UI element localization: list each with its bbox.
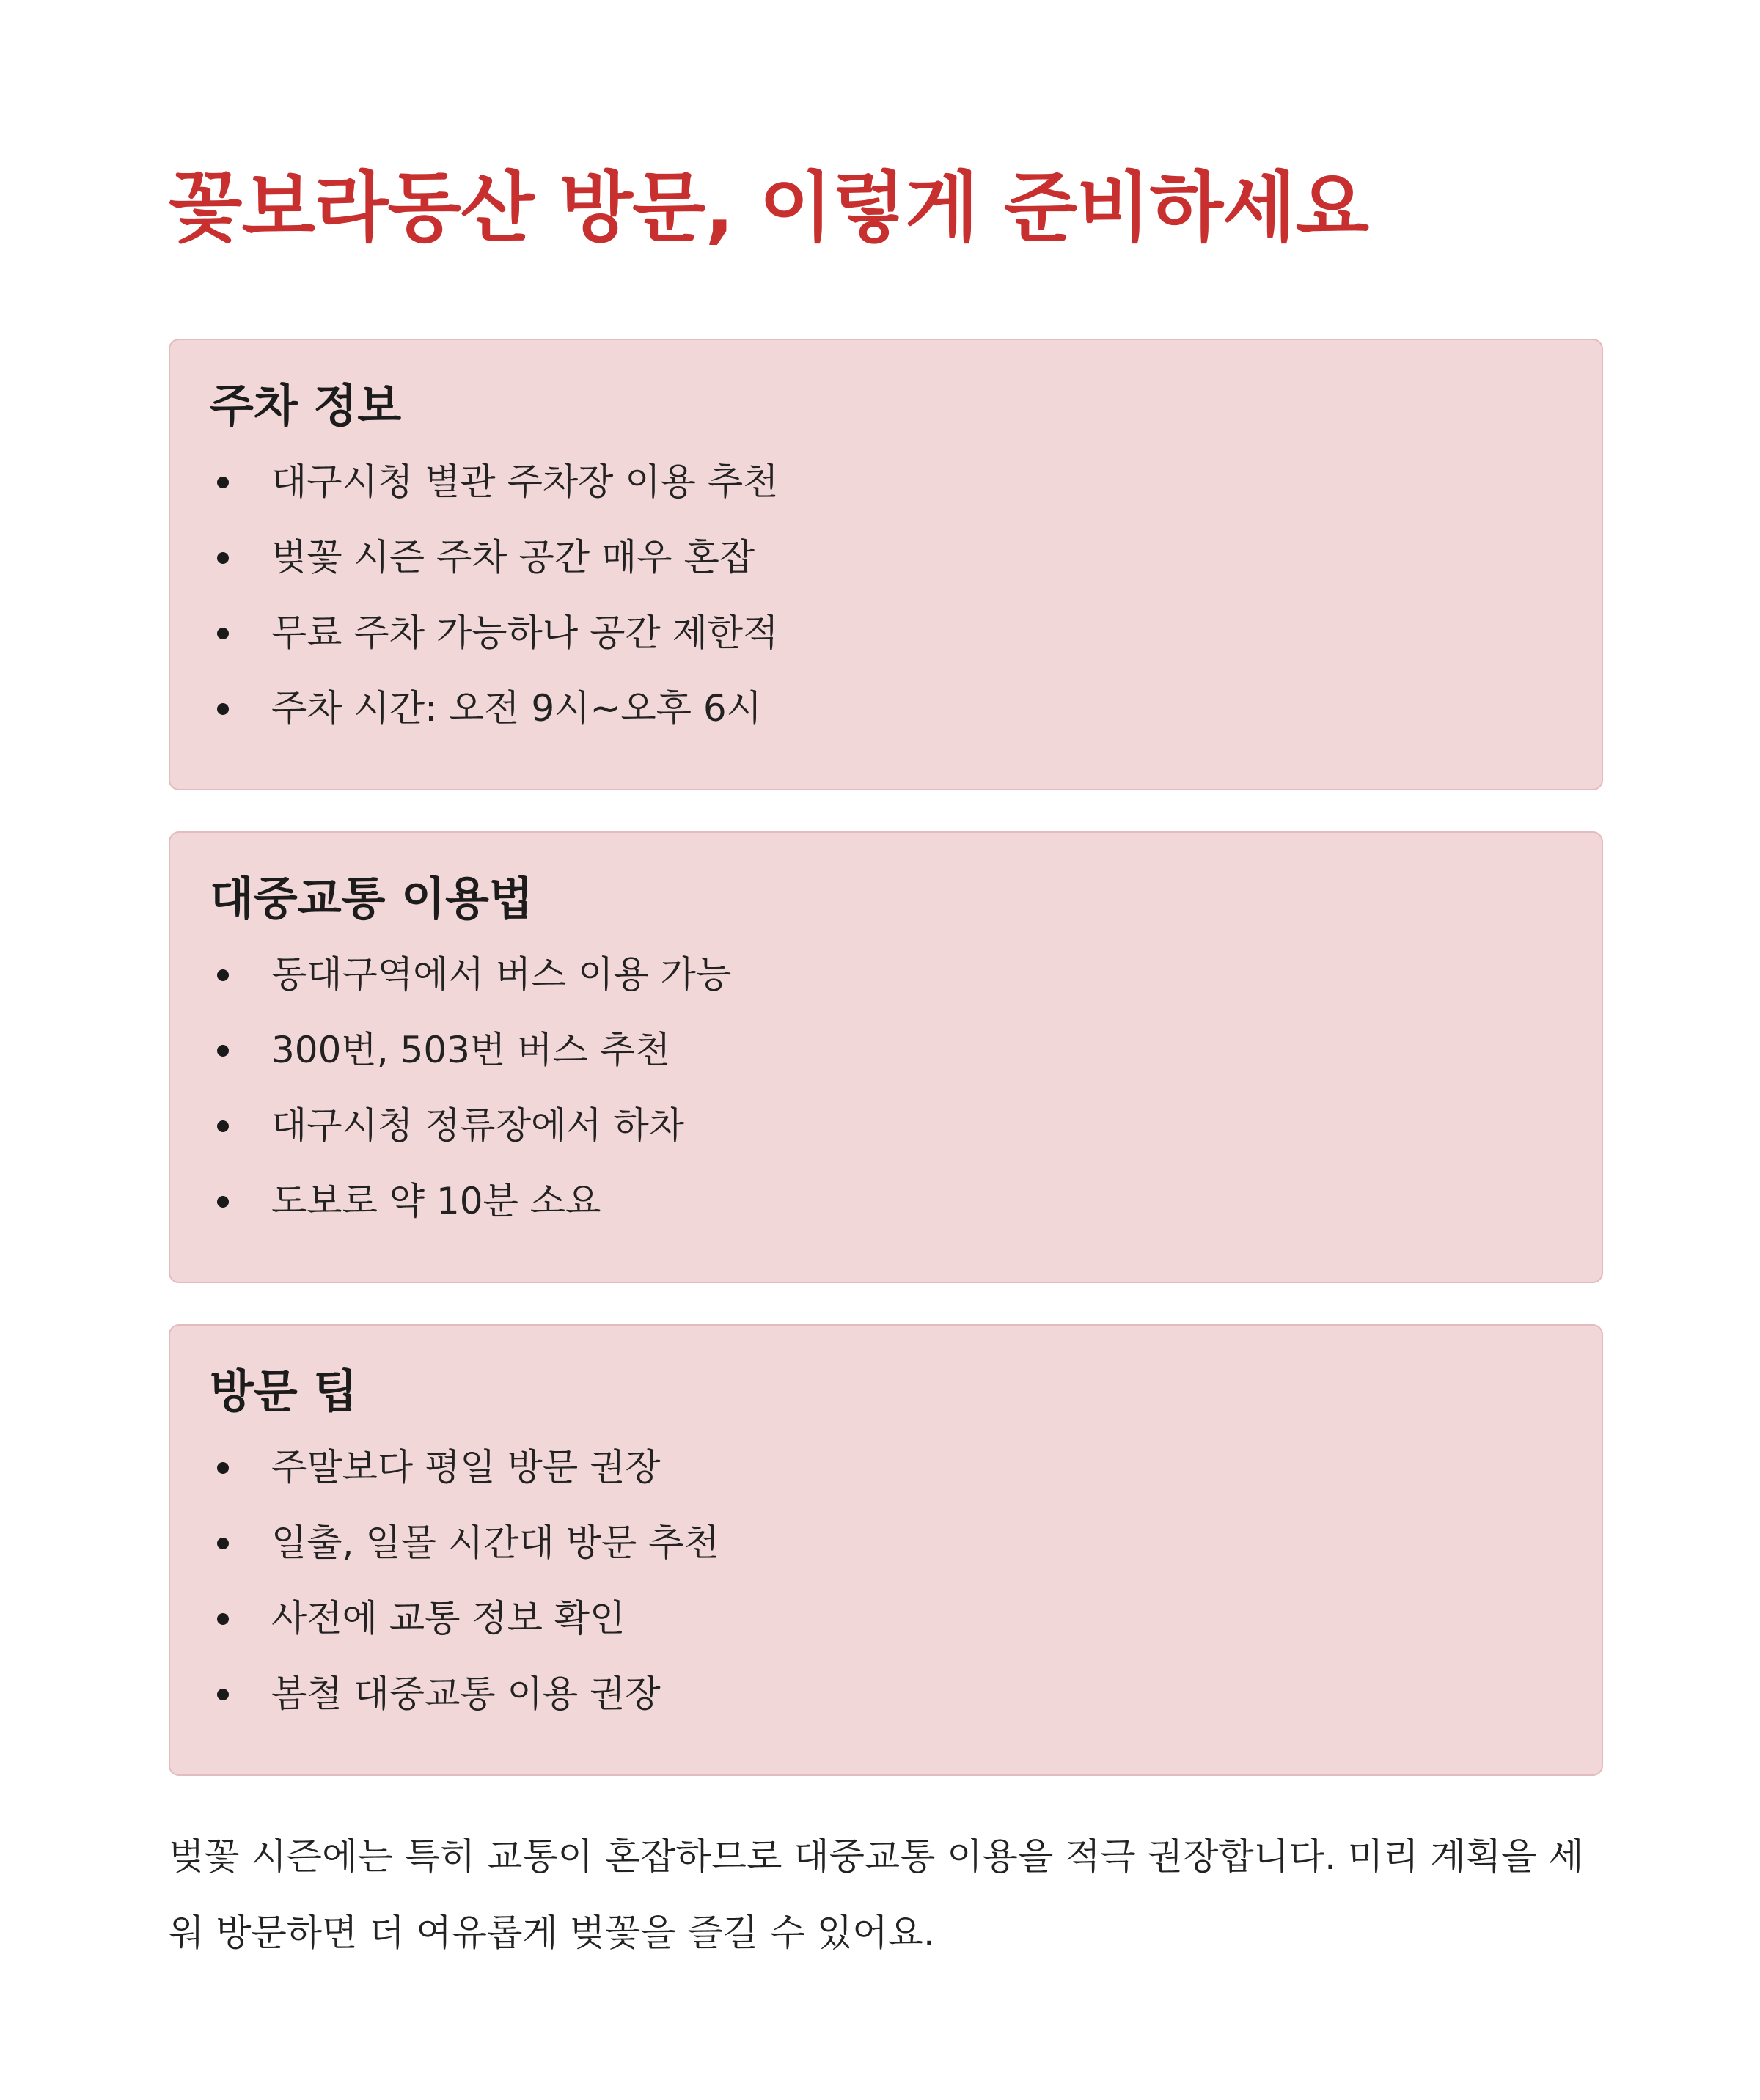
visit-tips-card (169, 1324, 1603, 1776)
footer-note: 벚꽃 시즌에는 특히 교통이 혼잡하므로 대중교통 이용을 적극 권장합니다. 미리 계획을 세워 방문하면 더 여유롭게 벚꽃을 즐길 수 있어요. (169, 1835, 1584, 1954)
list-item-text: 동대구역에서 버스 이용 가능 (271, 953, 732, 996)
list-item-text: 사전에 교통 정보 확인 (271, 1597, 626, 1640)
bullet-icon (217, 628, 229, 639)
page-title: 꽃보라동산 방문, 이렇게 준비하세요 (169, 163, 1369, 252)
public-transport-title: 대중교통 이용법 (210, 872, 533, 925)
bullet-icon (217, 1045, 229, 1057)
visit-tips-title: 방문 팁 (210, 1365, 358, 1418)
bullet-icon (217, 477, 229, 488)
list-item-text: 일출, 일몰 시간대 방문 추천 (271, 1521, 719, 1564)
bullet-icon (217, 703, 229, 715)
parking-info-title: 주차 정보 (210, 379, 402, 433)
list-item-text: 주차 시간: 오전 9시~오후 6시 (271, 687, 762, 730)
parking-info-card (169, 339, 1603, 790)
bullet-icon (217, 552, 229, 564)
list-item-text: 300번, 503번 버스 추천 (271, 1029, 671, 1071)
bullet-icon (217, 1462, 229, 1474)
bullet-icon (217, 1538, 229, 1549)
public-transport-card (169, 831, 1603, 1283)
list-item-text: 무료 주차 가능하나 공간 제한적 (271, 612, 779, 654)
bullet-icon (217, 1613, 229, 1625)
bullet-icon (217, 1196, 229, 1208)
bullet-icon (217, 1120, 229, 1132)
list-item-text: 주말보다 평일 방문 권장 (271, 1446, 661, 1488)
list-item-text: 도보로 약 10분 소요 (271, 1180, 601, 1222)
bullet-icon (217, 1689, 229, 1700)
list-item-text: 봄철 대중교통 이용 권장 (271, 1673, 661, 1715)
list-item-text: 대구시청 정류장에서 하차 (271, 1104, 685, 1147)
list-item-text: 대구시청 별관 주차장 이용 추천 (271, 460, 779, 503)
list-item-text: 벚꽃 시즌 주차 공간 매우 혼잡 (271, 536, 755, 579)
bullet-icon (217, 969, 229, 981)
